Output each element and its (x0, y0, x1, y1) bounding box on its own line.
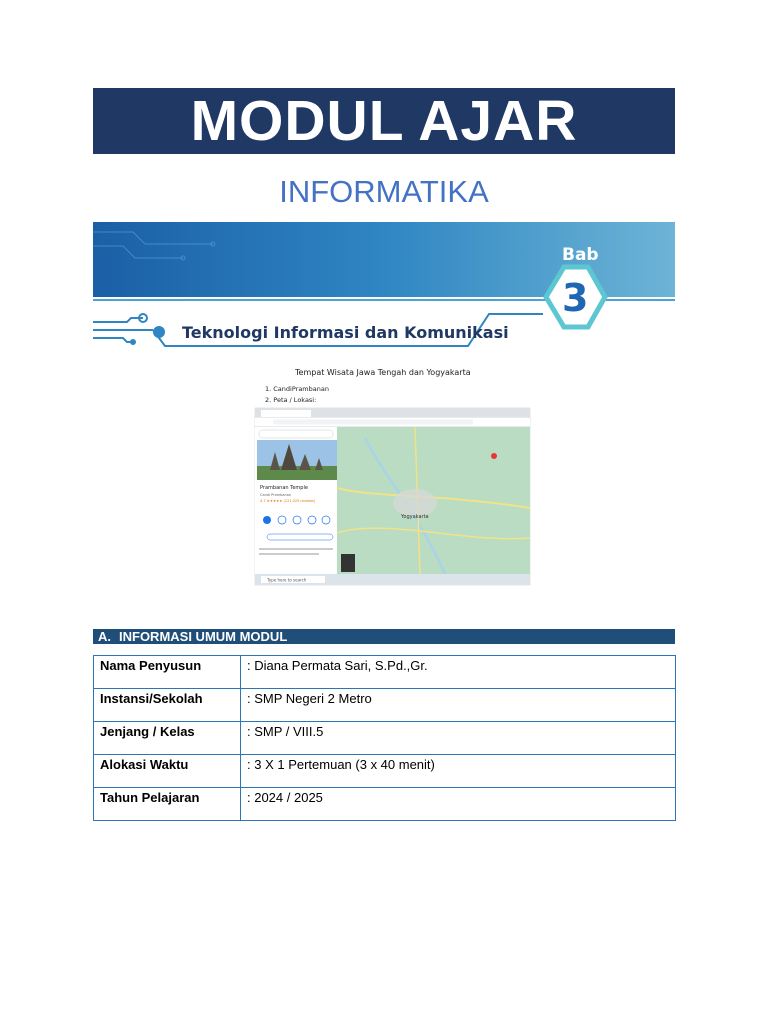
row-label: Instansi/Sekolah (94, 689, 241, 722)
chapter-label: Bab (562, 245, 599, 265)
info-table (93, 655, 676, 821)
row-label: Tahun Pelajaran (94, 788, 241, 821)
table-row (94, 722, 676, 755)
chapter-number: 3 (562, 276, 589, 320)
row-label: Alokasi Waktu (94, 755, 241, 788)
row-label: Jenjang / Kelas (94, 722, 241, 755)
place-rating: 4.7 ★★★★★ (121,025 reviews) (260, 499, 316, 503)
table-row (94, 788, 676, 821)
section-title: INFORMASI UMUM MODUL (119, 629, 288, 644)
taskbar-search: Type here to search (267, 577, 307, 583)
place-name: Prambanan Temple (260, 485, 308, 491)
row-value: : 2024 / 2025 (241, 788, 676, 821)
row-label: Nama Penyusun (94, 656, 241, 689)
row-value: : SMP / VIII.5 (241, 722, 676, 755)
title-banner (93, 88, 675, 154)
row-value: : 3 X 1 Pertemuan (3 x 40 menit) (241, 755, 676, 788)
place-subtitle: Candi Prambanan (260, 493, 292, 497)
screenshot-list-item-1: 1. CandiPrambanan (265, 385, 329, 393)
chapter-title: Teknologi Informasi dan Komunikasi (182, 323, 509, 342)
section-number: A. (98, 629, 111, 644)
screenshot-list-item-2: 2. Peta / Lokasi: (265, 396, 317, 404)
map-screenshot (215, 358, 542, 595)
map-pin-icon (491, 453, 497, 459)
table-row (94, 656, 676, 689)
chapter-banner (93, 222, 675, 352)
document-title: MODUL AJAR (190, 88, 578, 153)
row-value: : SMP Negeri 2 Metro (241, 689, 676, 722)
row-value: : Diana Permata Sari, S.Pd.,Gr. (241, 656, 676, 689)
table-row (94, 755, 676, 788)
map-city-label: Yogyakarta (401, 514, 429, 520)
subject-title: INFORMATIKA (279, 174, 489, 209)
screenshot-caption: Tempat Wisata Jawa Tengah dan Yogyakarta (295, 368, 471, 377)
table-row (94, 689, 676, 722)
section-header (93, 629, 675, 644)
